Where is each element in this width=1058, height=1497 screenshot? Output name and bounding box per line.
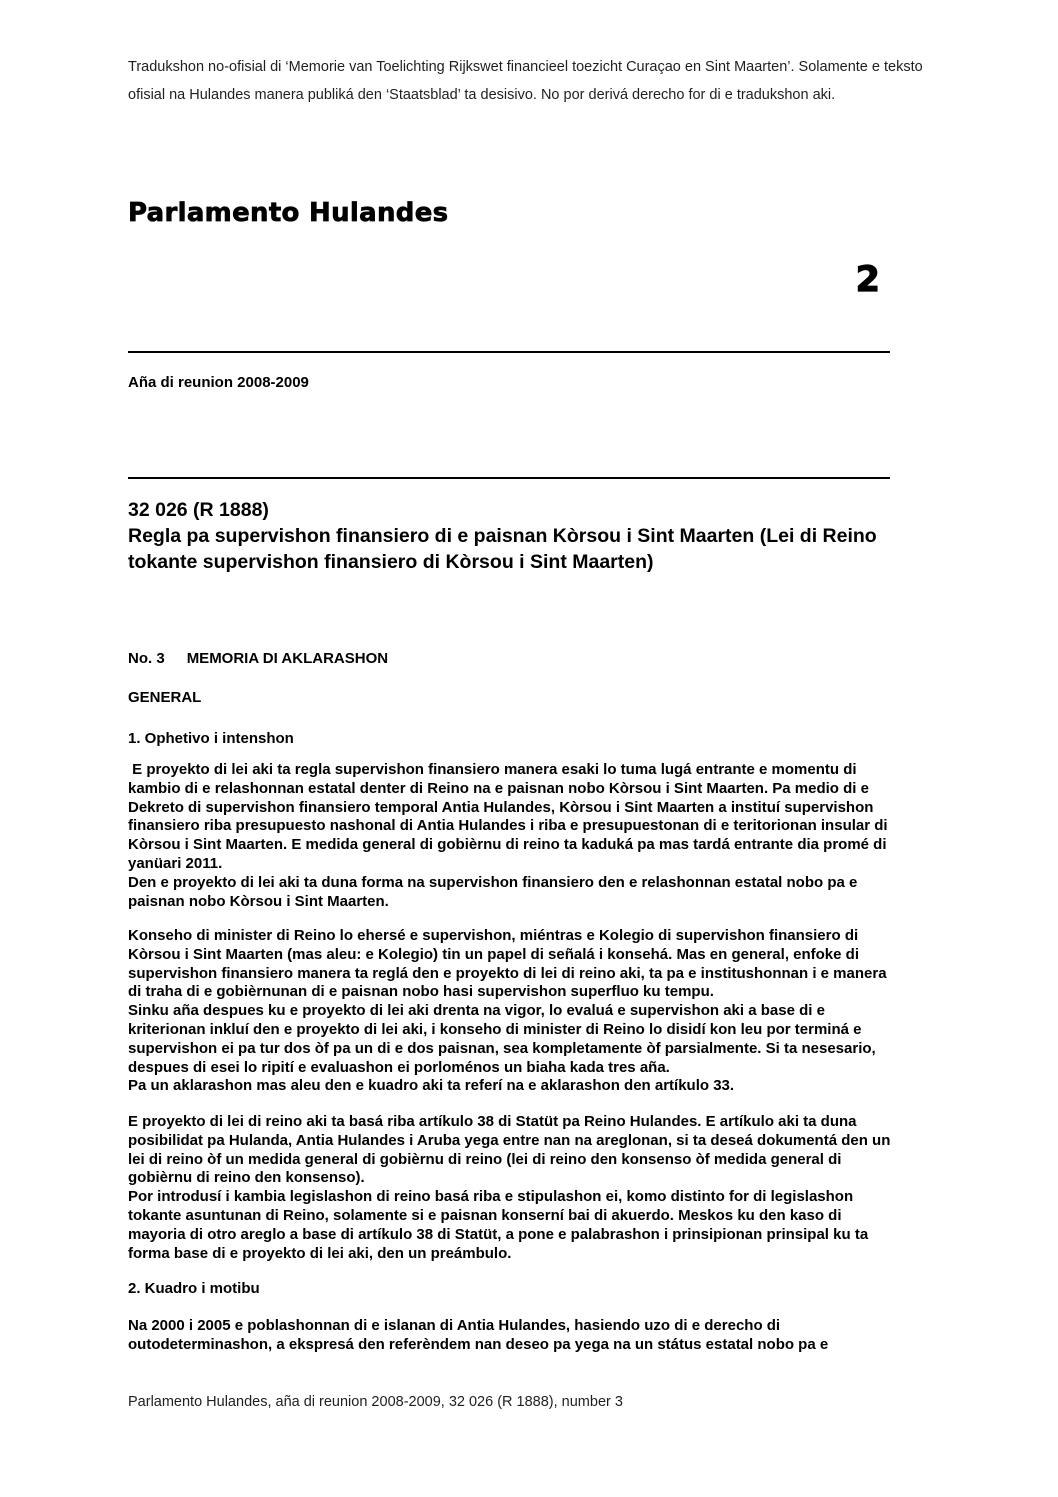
dossier-number: 32 026 (R 1888) [128, 499, 269, 521]
paragraph-block-2 [128, 927, 896, 1096]
memoria-heading [128, 650, 388, 667]
section-2-heading: 2. Kuadro i motibu [128, 1280, 260, 1297]
body-paragraph: Na 2000 i 2005 e poblashonnan di e islanan di Antia Hulandes, hasiendo uzo di e derecho di outodeterminashon, a ekspresá den referèndem nan deseo pa yega na un státus estatal nobo pa e [128, 1317, 829, 1353]
section-1-heading: 1. Ophetivo i intenshon [128, 730, 294, 747]
horizontal-rule-bottom [128, 477, 890, 479]
body-paragraph: Pa un aklarashon mas aleu den e kuadro aki ta referí na e aklarashon den artíkulo 33. [128, 1077, 735, 1095]
memoria-doc-number: No. 3 [128, 650, 165, 667]
body-paragraph: Por introdusí i kambia legislashon di reino basá riba e stipulashon ei, komo distinto for di legislashon tokante asuntunan di Reino, solamente si e paisnan konserní bai di akuerdo. Meskos ku den kaso di mayoria di otro areglo a base di artíkulo 38 di Statüt, a pone e palabrashon i prinsipionan prinsipal ku ta forma base di e proyekto di lei aki, den un preámbulo. [128, 1188, 873, 1262]
footer-line: Parlamento Hulandes, aña di reunion 2008-2009, 32 026 (R 1888), number 3 [128, 1394, 623, 1410]
general-section-heading: GENERAL [128, 689, 202, 706]
session-year-line: Aña di reunion 2008-2009 [128, 374, 309, 391]
masthead-title: Parlamento Hulandes [128, 198, 449, 228]
paragraph-block-4 [128, 1317, 896, 1355]
body-paragraph: Sinku aña despues ku e proyekto di lei aki drenta na vigor, lo evaluá e supervishon aki a base di e kriterionan inkluí den e proyekto di lei aki, i konseho di minister di Reino lo disidí kon leu por terminá e supervishon ei pa tur dos òf pa un di e dos paisnan, sea kompletamente òf parsialmente. Si ta nesesario, despues di esei lo ripití e evaluashon ei porloménos un biaha kada tres aña. [128, 1002, 880, 1076]
dossier-heading [128, 497, 900, 575]
paragraph-block-3 [128, 1113, 896, 1263]
paragraph-block-1 [128, 761, 896, 911]
memoria-title: MEMORIA DI AKLARASHON [186, 650, 389, 667]
disclaimer-text: Tradukshon no-ofisial di ‘Memorie van Toelichting Rijkswet financieel toezicht Curaçao en Sint Maarten’. Solamente e teksto ofisial na Hulandes manera publiká den ‘Staatsblad’ ta desisivo. No por derivá derecho for di e tradukshon aki. [128, 59, 927, 103]
horizontal-rule-top [128, 351, 890, 353]
body-paragraph: E proyekto di lei di reino aki ta basá riba artíkulo 38 di Statüt pa Reino Hulandes. E artíkulo aki ta duna posibilidat pa Hulanda, Antia Hulandes i Aruba yega entre nan na areglonan, si ta deseá dokumentá den un lei di reino òf un medida general di gobièrnu di reino (lei di reino den konsenso òf medida general di gobièrnu di reino den konsenso). [128, 1113, 895, 1187]
page-number: 2 [855, 260, 880, 300]
dossier-title: Regla pa supervishon finansiero di e paisnan Kòrsou i Sint Maarten (Lei di Reino tokante supervishon finansiero di Kòrsou i Sint Maarten) [128, 525, 877, 573]
body-paragraph: Konseho di minister di Reino lo ehersé e supervishon, miéntras e Kolegio di supervishon finansiero di Kòrsou i Sint Maarten (mas aleu: e Kolegio) tin un papel di señalá i konsehá. Mas en general, enfoke di supervishon finansiero manera ta reglá den e proyekto di lei di reino aki, ta pa e institushonnan i e manera di traha di e gobièrnunan di e paisnan nobo hasi supervishon superfluo ku tempu. [128, 927, 891, 1001]
body-paragraph: E proyekto di lei aki ta regla supervishon finansiero manera esaki lo tuma lugá entrante e momentu di kambio di e relashonnan estatal denter di Reino na e paisnan nobo Kòrsou i Sint Maarten. Pa medio di e Dekreto di supervishon finansiero temporal Antia Hulandes, Kòrsou i Sint Maarten a instituí supervishon finansiero riba presupuesto nashonal di Antia Hulandes i riba e presupuestonan di e teritorionan insular di Kòrsou i Sint Maarten. E medida general di gobièrnu di reino ta kaduká pa mas tardá entrante dia promé di yanüari 2011. [128, 761, 892, 872]
body-paragraph: Den e proyekto di lei aki ta duna forma na supervishon finansiero den e relashonnan estatal nobo pa e paisnan nobo Kòrsou i Sint Maarten. [128, 873, 862, 910]
